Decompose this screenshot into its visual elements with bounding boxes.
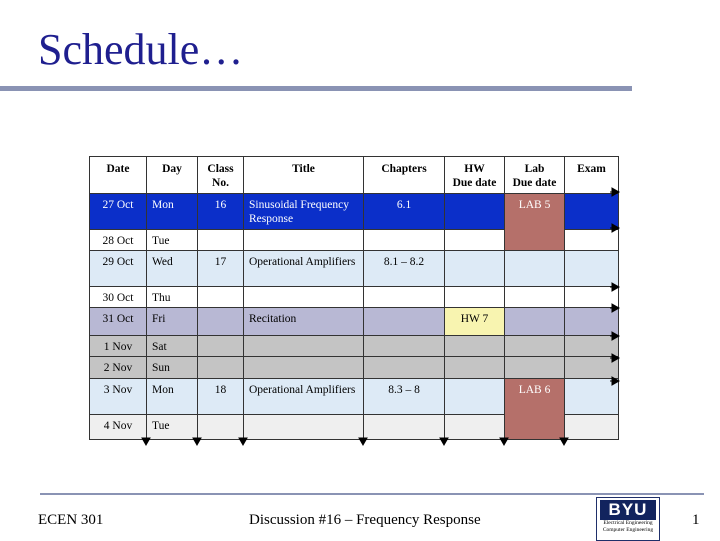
cell-exam	[565, 379, 619, 415]
schedule-table	[89, 156, 619, 440]
cell-date: 31 Oct	[90, 308, 147, 336]
cell-title	[244, 415, 364, 440]
footer-divider	[40, 493, 704, 495]
cell-hw	[445, 415, 505, 440]
cell-chapters: 6.1	[364, 194, 445, 230]
cell-lab	[505, 287, 565, 308]
cell-class: 16	[198, 194, 244, 230]
cell-day: Tue	[147, 230, 198, 251]
header-lab-line2: Due date	[512, 177, 557, 190]
cell-title	[244, 357, 364, 379]
cell-date: 27 Oct	[90, 194, 147, 230]
cell-title	[244, 336, 364, 357]
page-number: 1	[692, 512, 700, 528]
cell-day: Mon	[147, 194, 198, 230]
header-lab-line1: Lab	[524, 163, 545, 175]
table-row[interactable]	[90, 308, 619, 336]
cell-class	[198, 287, 244, 308]
cell-title: Sinusoidal Frequency Response	[244, 194, 364, 230]
cell-chapters	[364, 415, 445, 440]
cell-lab	[505, 336, 565, 357]
cell-date: 2 Nov	[90, 357, 147, 379]
cell-hw	[445, 287, 505, 308]
table-row[interactable]	[90, 357, 619, 379]
cell-day: Tue	[147, 415, 198, 440]
cell-chapters	[364, 357, 445, 379]
hw-7-badge: HW 7	[445, 308, 505, 336]
logo-line-2: Computer Engineering	[602, 527, 654, 533]
cell-class: 18	[198, 379, 244, 415]
cell-chapters: 8.3 – 8	[364, 379, 445, 415]
cell-hw	[445, 379, 505, 415]
cell-hw	[445, 357, 505, 379]
lab-6-badge: LAB 6	[505, 379, 565, 440]
header-hw-line2: Due date	[452, 177, 497, 190]
header-class-line2: No.	[212, 177, 229, 190]
cell-chapters	[364, 308, 445, 336]
cell-day: Fri	[147, 308, 198, 336]
header-date: Date	[90, 157, 147, 194]
cell-hw	[445, 336, 505, 357]
header-lab	[505, 157, 565, 194]
cell-class	[198, 336, 244, 357]
cell-title	[244, 287, 364, 308]
logo-line-1: Electrical Engineering	[603, 520, 653, 526]
cell-exam	[565, 230, 619, 251]
cell-lab	[505, 308, 565, 336]
cell-exam	[565, 415, 619, 440]
table-row[interactable]	[90, 251, 619, 287]
cell-date: 30 Oct	[90, 287, 147, 308]
cell-exam	[565, 308, 619, 336]
cell-exam	[565, 251, 619, 287]
header-hw-line1: HW	[464, 163, 485, 175]
cell-hw	[445, 251, 505, 287]
cell-chapters	[364, 287, 445, 308]
table-row[interactable]	[90, 336, 619, 357]
cell-title: Operational Amplifiers	[244, 251, 364, 287]
header-day: Day	[147, 157, 198, 194]
cell-class	[198, 230, 244, 251]
table-row[interactable]	[90, 379, 619, 415]
cell-class: 17	[198, 251, 244, 287]
cell-exam	[565, 287, 619, 308]
byu-logo	[596, 497, 660, 541]
cell-title: Recitation	[244, 308, 364, 336]
header-class	[198, 157, 244, 194]
footer-course: ECEN 301	[38, 512, 104, 528]
cell-date: 28 Oct	[90, 230, 147, 251]
cell-chapters: 8.1 – 8.2	[364, 251, 445, 287]
cell-class	[198, 357, 244, 379]
cell-exam	[565, 357, 619, 379]
header-class-line1: Class	[207, 163, 234, 175]
cell-title: Operational Amplifiers	[244, 379, 364, 415]
header-row	[90, 157, 619, 194]
table-row[interactable]	[90, 287, 619, 308]
cell-day: Thu	[147, 287, 198, 308]
cell-class	[198, 415, 244, 440]
cell-date: 4 Nov	[90, 415, 147, 440]
header-chapters: Chapters	[364, 157, 445, 194]
cell-chapters	[364, 336, 445, 357]
cell-lab	[505, 251, 565, 287]
slide-title: Schedule…	[38, 25, 244, 74]
cell-day: Sat	[147, 336, 198, 357]
cell-date: 1 Nov	[90, 336, 147, 357]
title-divider	[0, 86, 632, 91]
cell-exam	[565, 194, 619, 230]
cell-title	[244, 230, 364, 251]
lab-5-badge: LAB 5	[505, 194, 565, 251]
cell-date: 3 Nov	[90, 379, 147, 415]
header-exam: Exam	[565, 157, 619, 194]
cell-lab	[505, 357, 565, 379]
cell-day: Mon	[147, 379, 198, 415]
cell-hw	[445, 230, 505, 251]
table-row[interactable]	[90, 194, 619, 230]
cell-day: Sun	[147, 357, 198, 379]
header-hw	[445, 157, 505, 194]
cell-date: 29 Oct	[90, 251, 147, 287]
cell-exam	[565, 336, 619, 357]
header-title: Title	[244, 157, 364, 194]
footer-topic: Discussion #16 – Frequency Response	[249, 512, 481, 528]
cell-hw	[445, 194, 505, 230]
logo-mark: BYU	[600, 500, 656, 520]
cell-class	[198, 308, 244, 336]
cell-chapters	[364, 230, 445, 251]
cell-day: Wed	[147, 251, 198, 287]
